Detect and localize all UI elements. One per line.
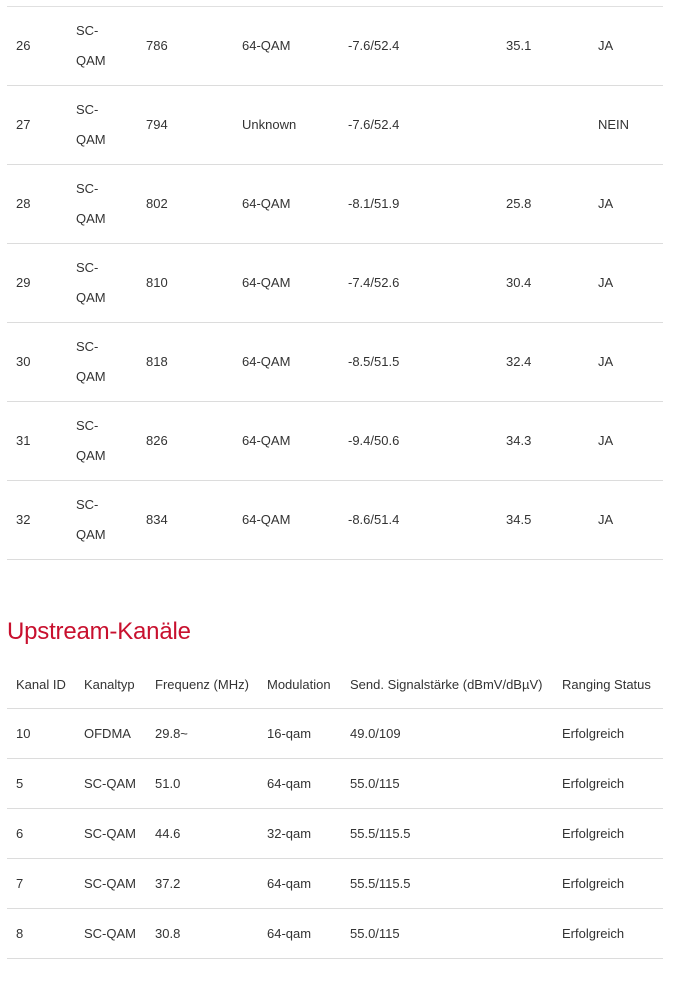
modulation-cell: 64-QAM bbox=[233, 7, 339, 86]
power-cell: -7.6/52.4 bbox=[339, 7, 497, 86]
snr-cell: 35.1 bbox=[497, 7, 589, 86]
channel-id-cell: 30 bbox=[7, 323, 67, 402]
channel-type-line1: SC- bbox=[76, 102, 99, 117]
header-frequency: Frequenz (MHz) bbox=[146, 660, 258, 709]
snr-cell bbox=[497, 86, 589, 165]
frequency-cell: 51.0 bbox=[146, 759, 258, 809]
channel-id-cell: 27 bbox=[7, 86, 67, 165]
frequency-cell: 30.8 bbox=[146, 909, 258, 959]
channel-type-cell: OFDMA bbox=[75, 709, 146, 759]
locked-status-cell: JA bbox=[589, 165, 663, 244]
header-ranging-status: Ranging Status bbox=[553, 660, 663, 709]
channel-type-cell bbox=[67, 402, 137, 481]
channel-type-line2: QAM bbox=[76, 53, 106, 68]
channel-type-line1: SC- bbox=[76, 339, 99, 354]
ranging-status-cell: Erfolgreich bbox=[553, 809, 663, 859]
power-cell: -7.4/52.6 bbox=[339, 244, 497, 323]
channel-id-cell: 8 bbox=[7, 909, 75, 959]
channel-type-cell bbox=[67, 323, 137, 402]
modulation-cell: Unknown bbox=[233, 86, 339, 165]
channel-type-cell bbox=[67, 244, 137, 323]
frequency-cell: 37.2 bbox=[146, 859, 258, 909]
frequency-cell: 786 bbox=[137, 7, 233, 86]
downstream-row bbox=[7, 244, 663, 323]
modulation-cell: 64-qam bbox=[258, 859, 341, 909]
channel-type-line1: SC- bbox=[76, 181, 99, 196]
frequency-cell: 818 bbox=[137, 323, 233, 402]
channel-type-cell: SC-QAM bbox=[75, 759, 146, 809]
ranging-status-cell: Erfolgreich bbox=[553, 709, 663, 759]
channel-type-line2: QAM bbox=[76, 132, 106, 147]
channel-type-cell bbox=[67, 7, 137, 86]
locked-status-cell: NEIN bbox=[589, 86, 663, 165]
modulation-cell: 64-QAM bbox=[233, 402, 339, 481]
modulation-cell: 32-qam bbox=[258, 809, 341, 859]
locked-status-cell: JA bbox=[589, 323, 663, 402]
channel-type-line2: QAM bbox=[76, 211, 106, 226]
channel-type-line2: QAM bbox=[76, 448, 106, 463]
channel-type-line1: SC- bbox=[76, 418, 99, 433]
power-cell: 55.5/115.5 bbox=[341, 859, 553, 909]
upstream-row bbox=[7, 909, 663, 959]
frequency-cell: 834 bbox=[137, 481, 233, 560]
snr-cell: 30.4 bbox=[497, 244, 589, 323]
channel-type-line2: QAM bbox=[76, 527, 106, 542]
modulation-cell: 64-qam bbox=[258, 759, 341, 809]
power-cell: 55.0/115 bbox=[341, 909, 553, 959]
channel-type-line1: SC- bbox=[76, 23, 99, 38]
power-cell: 49.0/109 bbox=[341, 709, 553, 759]
upstream-row bbox=[7, 809, 663, 859]
power-cell: -9.4/50.6 bbox=[339, 402, 497, 481]
ranging-status-cell: Erfolgreich bbox=[553, 859, 663, 909]
snr-cell: 34.3 bbox=[497, 402, 589, 481]
channel-type-cell: SC-QAM bbox=[75, 859, 146, 909]
page-content bbox=[7, 0, 663, 941]
channel-id-cell: 10 bbox=[7, 709, 75, 759]
snr-cell: 34.5 bbox=[497, 481, 589, 560]
header-channel-type: Kanaltyp bbox=[75, 660, 146, 709]
power-cell: 55.5/115.5 bbox=[341, 809, 553, 859]
frequency-cell: 810 bbox=[137, 244, 233, 323]
frequency-cell: 44.6 bbox=[146, 809, 258, 859]
downstream-table-body bbox=[7, 7, 663, 560]
header-channel-id: Kanal ID bbox=[7, 660, 75, 709]
ranging-status-cell: Erfolgreich bbox=[553, 909, 663, 959]
snr-cell: 32.4 bbox=[497, 323, 589, 402]
frequency-cell: 826 bbox=[137, 402, 233, 481]
ranging-status-cell: Erfolgreich bbox=[553, 759, 663, 809]
power-cell: -7.6/52.4 bbox=[339, 86, 497, 165]
power-cell: -8.1/51.9 bbox=[339, 165, 497, 244]
upstream-row bbox=[7, 709, 663, 759]
locked-status-cell: JA bbox=[589, 402, 663, 481]
power-cell: 55.0/115 bbox=[341, 759, 553, 809]
channel-type-line1: SC- bbox=[76, 497, 99, 512]
frequency-cell: 794 bbox=[137, 86, 233, 165]
locked-status-cell: JA bbox=[589, 244, 663, 323]
locked-status-cell: JA bbox=[589, 7, 663, 86]
upstream-row bbox=[7, 759, 663, 809]
channel-type-line2: QAM bbox=[76, 369, 106, 384]
upstream-row bbox=[7, 859, 663, 909]
channel-id-cell: 29 bbox=[7, 244, 67, 323]
downstream-row bbox=[7, 402, 663, 481]
power-cell: -8.5/51.5 bbox=[339, 323, 497, 402]
snr-cell: 25.8 bbox=[497, 165, 589, 244]
channel-id-cell: 7 bbox=[7, 859, 75, 909]
modulation-cell: 64-QAM bbox=[233, 323, 339, 402]
upstream-table bbox=[7, 660, 663, 959]
downstream-table bbox=[7, 6, 663, 560]
modulation-cell: 64-QAM bbox=[233, 165, 339, 244]
downstream-row bbox=[7, 481, 663, 560]
upstream-table-body bbox=[7, 709, 663, 959]
power-cell: -8.6/51.4 bbox=[339, 481, 497, 560]
channel-type-line1: SC- bbox=[76, 260, 99, 275]
modulation-cell: 64-QAM bbox=[233, 481, 339, 560]
channel-id-cell: 31 bbox=[7, 402, 67, 481]
modulation-cell: 64-qam bbox=[258, 909, 341, 959]
header-power: Send. Signalstärke (dBmV/dBµV) bbox=[341, 660, 553, 709]
frequency-cell: 29.8~ bbox=[146, 709, 258, 759]
channel-id-cell: 28 bbox=[7, 165, 67, 244]
channel-type-cell bbox=[67, 86, 137, 165]
channel-type-cell: SC-QAM bbox=[75, 809, 146, 859]
header-modulation: Modulation bbox=[258, 660, 341, 709]
modulation-cell: 16-qam bbox=[258, 709, 341, 759]
channel-id-cell: 26 bbox=[7, 7, 67, 86]
channel-type-cell bbox=[67, 481, 137, 560]
frequency-cell: 802 bbox=[137, 165, 233, 244]
channel-type-cell bbox=[67, 165, 137, 244]
upstream-section-title: Upstream-Kanäle bbox=[7, 618, 191, 645]
upstream-header-row bbox=[7, 660, 663, 709]
downstream-row bbox=[7, 323, 663, 402]
modulation-cell: 64-QAM bbox=[233, 244, 339, 323]
channel-id-cell: 5 bbox=[7, 759, 75, 809]
channel-id-cell: 32 bbox=[7, 481, 67, 560]
channel-type-line2: QAM bbox=[76, 290, 106, 305]
downstream-row bbox=[7, 7, 663, 86]
channel-id-cell: 6 bbox=[7, 809, 75, 859]
channel-type-cell: SC-QAM bbox=[75, 909, 146, 959]
downstream-row bbox=[7, 86, 663, 165]
downstream-row bbox=[7, 165, 663, 244]
locked-status-cell: JA bbox=[589, 481, 663, 560]
